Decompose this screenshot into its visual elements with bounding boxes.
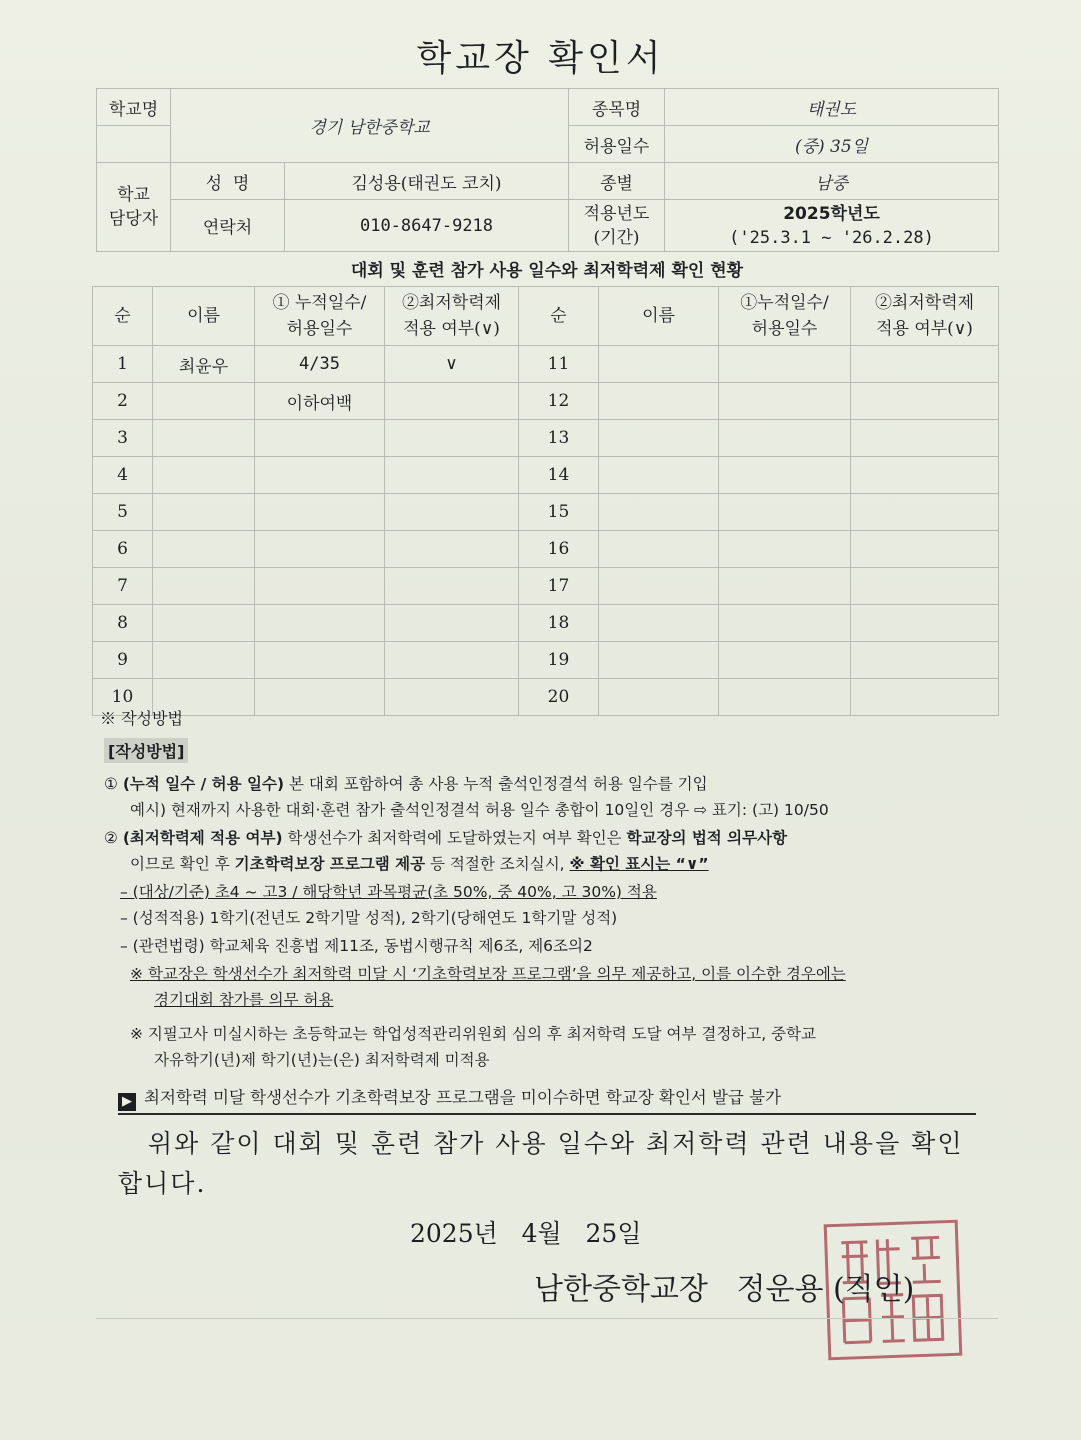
sport-label: 종목명 xyxy=(569,89,665,126)
row-no: 7 xyxy=(93,568,153,605)
table-row xyxy=(93,568,999,605)
method-line-7: – (관련법령) 학교체육 진흥법 제11조, 동법시행규칙 제6조, 제6조의2 xyxy=(120,937,593,955)
method-text-1: 본 대회 포함하여 총 사용 누적 출석인정결석 허용 일수를 기입 xyxy=(284,775,708,793)
method-text-3: 학생선수가 최저학력에 도달하였는지 여부 확인은 xyxy=(282,829,627,847)
table-row xyxy=(93,605,999,642)
allowed-days-value: (중) 35일 xyxy=(665,126,999,163)
header-name-2: 이름 xyxy=(599,287,719,346)
year-label: 적용년도 (기간) xyxy=(569,200,665,252)
circled-one: ① xyxy=(104,775,123,793)
method-program: 기초학력보장 프로그램 제공 xyxy=(234,855,426,873)
method-heading: [작성방법] xyxy=(104,738,188,763)
method-line-11: 자유학기(년)제 학기(년)는(은) 최저학력제 미적용 xyxy=(154,1051,490,1069)
row-no: 5 xyxy=(93,494,153,531)
method-term-2: (최저학력제 적용 여부) xyxy=(122,829,283,847)
method-duty: 학교장의 법적 의무사항 xyxy=(626,829,788,847)
method-text-4a: 이므로 확인 후 xyxy=(130,855,235,873)
row-check xyxy=(385,383,519,420)
row-days: 4/35 xyxy=(255,346,385,383)
manager-label: 학교 담당자 xyxy=(97,163,171,252)
year-period: ('25.3.1 ~ '26.2.28) xyxy=(729,227,934,248)
table-row xyxy=(93,383,999,420)
document-title: 학교장 확인서 xyxy=(416,38,665,79)
header-days-2: ①누적일수/ 허용일수 xyxy=(719,287,851,346)
closing-line-1: 위와 같이 대회 및 훈련 참가 사용 일수와 최저학력 관련 내용을 확인 xyxy=(148,1129,964,1158)
roster-title: 대회 및 훈련 참가 사용 일수와 최저학력제 확인 현황 xyxy=(350,261,744,281)
method-text-4c: 등 적절한 조치실시, xyxy=(425,855,570,873)
allowed-days-label: 허용일수 xyxy=(569,126,665,163)
row-no-2: 14 xyxy=(519,457,599,494)
row-check xyxy=(385,679,519,716)
closing-line-2: 합니다. xyxy=(118,1169,207,1198)
name-value: 김성용(태권도 코치) xyxy=(285,163,569,200)
notice-text: 최저학력 미달 학생선수가 기초학력보장 프로그램을 미이수하면 학교장 확인서 발급 불가 xyxy=(144,1088,781,1107)
row-name xyxy=(153,383,255,420)
row-no-2: 16 xyxy=(519,531,599,568)
method-line-9: 경기대회 참가를 의무 허용 xyxy=(154,991,334,1009)
method-line-2: 예시) 현재까지 사용한 대회·훈련 참가 출석인정결석 허용 일수 총합이 10일인 경우 ⇨ 표기: (고) 10/50 xyxy=(130,801,829,819)
row-name xyxy=(153,494,255,531)
table-row xyxy=(93,457,999,494)
name-label: 성 명 xyxy=(171,163,285,200)
row-no: 3 xyxy=(93,420,153,457)
row-name xyxy=(153,642,255,679)
row-no-2: 19 xyxy=(519,642,599,679)
row-no: 4 xyxy=(93,457,153,494)
row-name xyxy=(153,531,255,568)
arrow-right-icon: ▶ xyxy=(118,1093,136,1111)
contact-label: 연락처 xyxy=(171,200,285,252)
row-check xyxy=(385,494,519,531)
header-no-2: 순 xyxy=(519,287,599,346)
row-days xyxy=(255,679,385,716)
category-value: 남중 xyxy=(665,163,999,200)
school-info-table xyxy=(96,88,999,252)
row-no-2: 17 xyxy=(519,568,599,605)
category-label: 종별 xyxy=(569,163,665,200)
table-row xyxy=(93,679,999,716)
row-check: ∨ xyxy=(385,346,519,383)
roster-table xyxy=(92,286,999,716)
table-row xyxy=(93,346,999,383)
row-name xyxy=(153,457,255,494)
row-days xyxy=(255,420,385,457)
notice-box xyxy=(118,1084,976,1115)
method-line-4 xyxy=(130,852,709,874)
header-min-2: ②최저학력제 적용 여부(∨) xyxy=(851,287,999,346)
row-no: 9 xyxy=(93,642,153,679)
row-name xyxy=(153,568,255,605)
method-line-8: ※ 학교장은 학생선수가 최저학력 미달 시 ‘기초학력보장 프로그램’을 의무 제공하고, 이를 이수한 경우에는 xyxy=(130,965,846,983)
row-name xyxy=(153,605,255,642)
row-no-2: 12 xyxy=(519,383,599,420)
table-row xyxy=(93,494,999,531)
row-no-2: 11 xyxy=(519,346,599,383)
divider xyxy=(96,1318,998,1319)
row-check xyxy=(385,531,519,568)
method-line-1 xyxy=(104,772,708,794)
method-line-6: – (성적적용) 1학기(전년도 2학기말 성적), 2학기(당해연도 1학기말 성적) xyxy=(120,909,618,927)
header-days: ① 누적일수/ 허용일수 xyxy=(255,287,385,346)
row-check xyxy=(385,420,519,457)
row-no: 1 xyxy=(93,346,153,383)
row-name: 최윤우 xyxy=(153,346,255,383)
row-no-2: 15 xyxy=(519,494,599,531)
row-check xyxy=(385,457,519,494)
row-days xyxy=(255,605,385,642)
row-check xyxy=(385,642,519,679)
row-check xyxy=(385,605,519,642)
row-no: 6 xyxy=(93,531,153,568)
row-check xyxy=(385,568,519,605)
principal-signature: 남한중학교장 정운용 (직인) xyxy=(534,1272,915,1307)
table-row xyxy=(93,531,999,568)
header-no: 순 xyxy=(93,287,153,346)
header-min: ②최저학력제 적용 여부(∨) xyxy=(385,287,519,346)
table-row xyxy=(93,642,999,679)
school-value: 경기 남한중학교 xyxy=(171,89,569,163)
school-label: 학교명 xyxy=(97,89,171,126)
row-days xyxy=(255,531,385,568)
row-no-2: 18 xyxy=(519,605,599,642)
method-line-3 xyxy=(104,826,787,848)
row-days xyxy=(255,642,385,679)
header-name: 이름 xyxy=(153,287,255,346)
method-line-5: – (대상/기준) 초4 ~ 고3 / 해당학년 과목평균(초 50%, 중 40%, 고 30%) 적용 xyxy=(120,883,657,901)
year-value: 2025학년도 xyxy=(783,203,880,224)
row-no-2: 20 xyxy=(519,679,599,716)
row-days xyxy=(255,568,385,605)
row-no: 2 xyxy=(93,383,153,420)
row-name xyxy=(153,420,255,457)
contact-value: 010-8647-9218 xyxy=(285,200,569,252)
row-days xyxy=(255,494,385,531)
sport-value: 태권도 xyxy=(665,89,999,126)
method-line-10: ※ 지필고사 미실시하는 초등학교는 학업성적관리위원회 심의 후 최저학력 도달 여부 결정하고, 중학교 xyxy=(130,1025,817,1043)
table-row xyxy=(93,420,999,457)
year-cell xyxy=(665,200,999,252)
row-no: 10 xyxy=(93,679,153,716)
issue-date: 2025년 4월 25일 xyxy=(410,1219,642,1248)
circled-two: ② xyxy=(104,829,123,847)
row-no-2: 13 xyxy=(519,420,599,457)
method-term-1: (누적 일수 / 허용 일수) xyxy=(122,775,285,793)
method-note: ※ 작성방법 xyxy=(100,709,183,728)
method-mark: ※ 확인 표시는 “∨” xyxy=(569,855,709,873)
row-days: 이하여백 xyxy=(255,383,385,420)
row-no: 8 xyxy=(93,605,153,642)
row-days xyxy=(255,457,385,494)
